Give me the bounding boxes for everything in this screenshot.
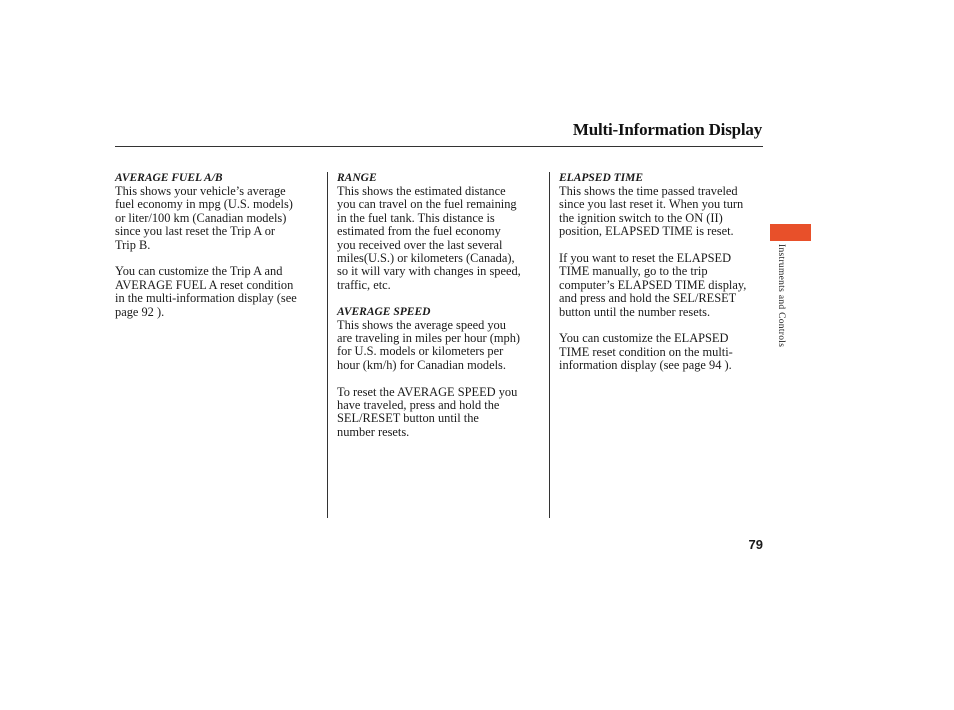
paragraph: This shows the time passed traveled since you last reset it. When you turn the ignition switch to the ON (II) position, ELAPSED TIME is reset. <box>559 184 744 239</box>
column-1 <box>115 172 319 319</box>
section-heading-range: RANGE <box>337 172 377 184</box>
section-heading-elapsed-time: ELAPSED TIME <box>559 172 644 184</box>
paragraph: You can customize the Trip A and AVERAGE FUEL A reset condition in the multi-information display (see page 92 ). <box>115 264 297 319</box>
section-heading-average-speed: AVERAGE SPEED <box>337 305 431 318</box>
paragraph: To reset the AVERAGE SPEED you have traveled, press and hold the SEL/RESET button until the number resets. <box>337 384 518 439</box>
side-tab-label: Instruments and Controls <box>776 244 786 348</box>
paragraph: This shows the average speed you are traveling in miles per hour (mph) for U.S. models or kilometers per hour (km/h) for Canadian models. <box>337 317 521 372</box>
title-rule <box>115 146 763 147</box>
column-divider <box>327 172 328 518</box>
paragraph: This shows your vehicle’s average fuel economy in mpg (U.S. models) or liter/100 km (Canadian models) since you last reset the Trip A or Trip B. <box>115 184 293 252</box>
page-title: Multi-Information Display <box>572 120 762 139</box>
paragraph: This shows the estimated distance you can travel on the fuel remaining in the fuel tank. This distance is estimated from the fuel economy you received over the last several miles(U.S.) or kilometers (Canada), so it will vary with changes in speed, traffic, etc. <box>337 184 521 292</box>
column-2 <box>337 172 541 439</box>
page-number: 79 <box>748 537 763 552</box>
paragraph: You can customize the ELAPSED TIME reset condition on the multi- information display (see page 94 ). <box>559 331 733 373</box>
section-heading-average-fuel: AVERAGE FUEL A/B <box>115 172 223 184</box>
column-3 <box>559 172 765 373</box>
section-tab-marker <box>770 224 811 241</box>
column-divider <box>549 172 550 518</box>
paragraph: If you want to reset the ELAPSED TIME manually, go to the trip computer’s ELAPSED TIME display, and press and hold the SEL/RESET button until the number resets. <box>559 251 747 319</box>
